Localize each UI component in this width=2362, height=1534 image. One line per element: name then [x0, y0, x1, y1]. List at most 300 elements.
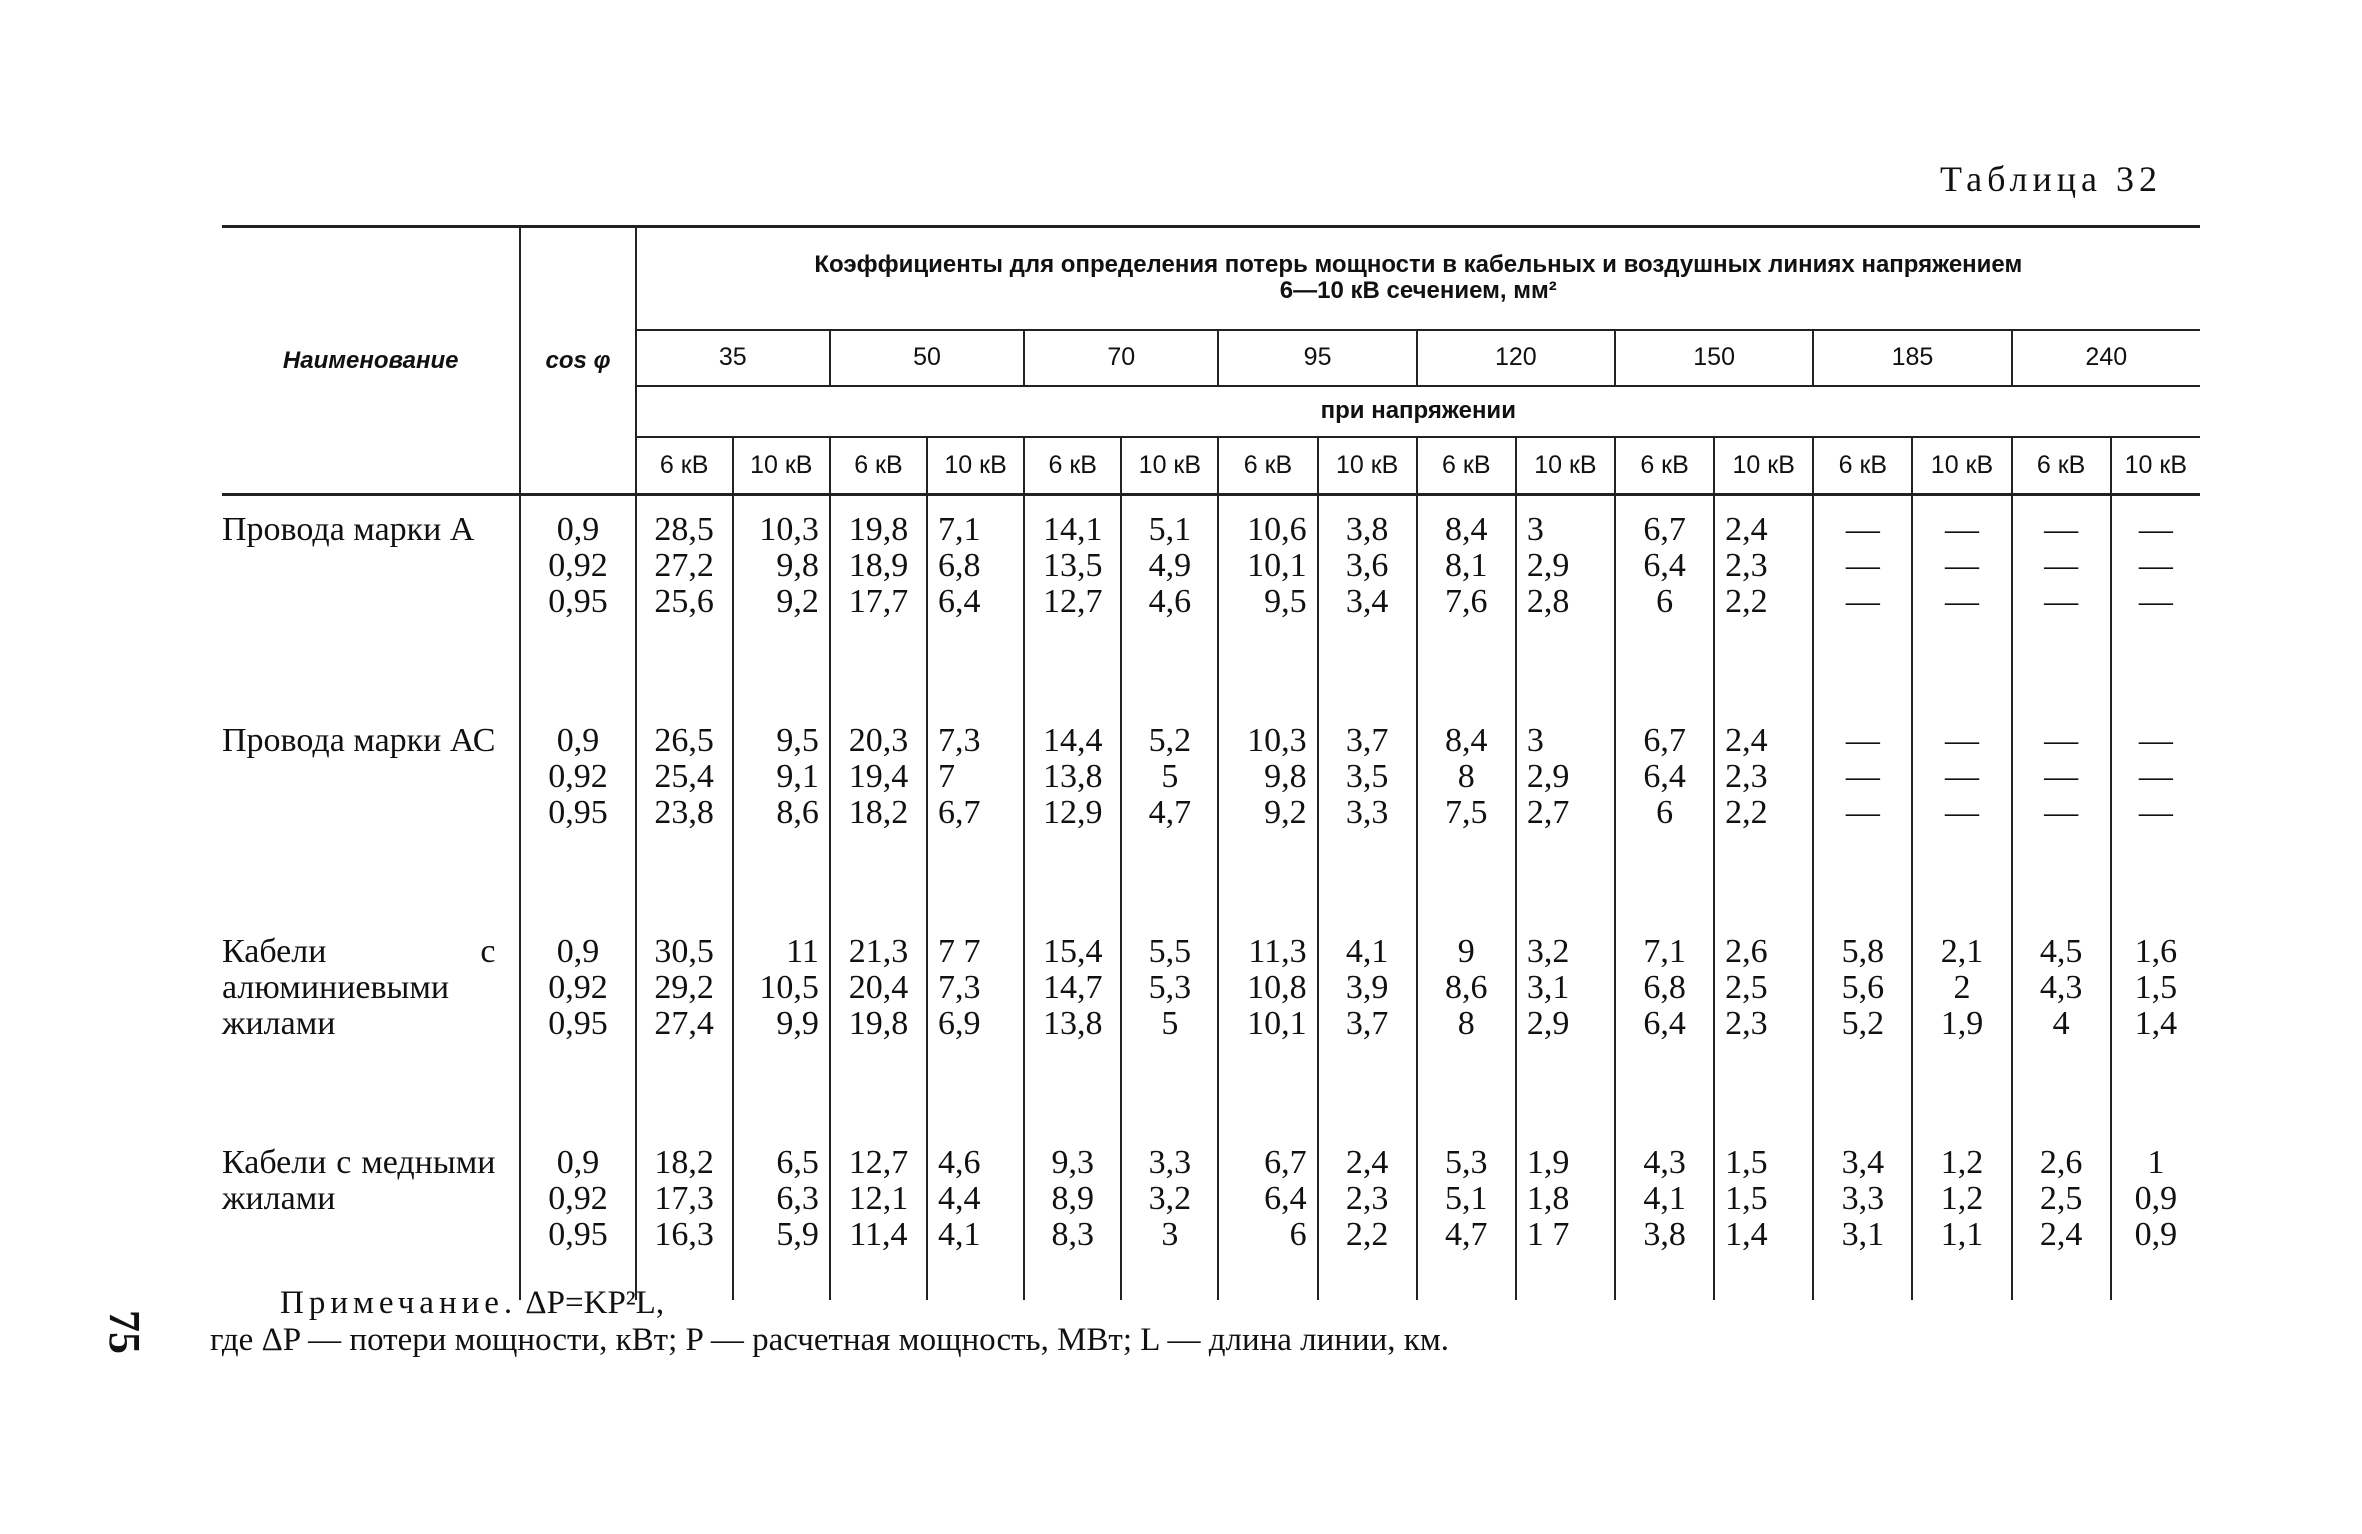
cell-value: 2,2	[1725, 583, 1768, 620]
cell-value: 11,3	[1248, 933, 1307, 970]
cell-value: 3,2	[1526, 933, 1570, 970]
table-row	[222, 918, 2200, 1129]
cell-value: 7,3	[938, 722, 981, 759]
cell-value: 17,7	[848, 583, 909, 620]
cell-value: 1,6	[2134, 933, 2178, 970]
cell-value: 3,7	[1345, 1005, 1389, 1042]
cell-value: 19,4	[848, 758, 909, 795]
cell-value: 9,2	[776, 583, 819, 620]
cell-value: 6,8	[938, 547, 981, 584]
cell-value: 14,4	[1042, 722, 1103, 759]
cell-value: 1,1	[1940, 1216, 1984, 1253]
cell-value: 10,3	[759, 511, 819, 548]
value-cell	[1121, 918, 1218, 1129]
value-cell	[1024, 495, 1121, 708]
value-cell	[927, 495, 1024, 708]
cell-value: 10,8	[1247, 969, 1307, 1006]
row-cos	[520, 707, 635, 918]
cell-value: 2,3	[1725, 758, 1768, 795]
value-cell	[830, 495, 927, 708]
cell-value: 10,1	[1247, 547, 1307, 584]
cell-value: 2,9	[1526, 1005, 1570, 1042]
cell-value: 12,1	[848, 1180, 909, 1217]
cell-value: 6,7	[1264, 1144, 1307, 1181]
cos-value: 0,95	[548, 1005, 608, 1042]
value-cell	[2111, 495, 2200, 708]
header-group-line1: Коэффициенты для определения потерь мощности в кабельных и воздушных линиях напряжением	[814, 251, 2023, 279]
header-voltage: 6 кВ	[1813, 437, 1912, 495]
coefficients-table	[222, 225, 2200, 1300]
value-cell	[1714, 918, 1813, 1129]
header-voltage: 10 кВ	[1516, 437, 1615, 495]
value-cell	[1714, 707, 1813, 918]
cell-value: 6	[1289, 1216, 1307, 1253]
cell-value: 0,9	[2134, 1216, 2178, 1253]
cell-value: 28,5	[654, 511, 714, 548]
cell-value: 26,5	[654, 722, 714, 759]
value-cell	[1615, 1129, 1714, 1300]
cell-value: 6,9	[938, 1005, 981, 1042]
cell-value: 6,7	[938, 794, 981, 831]
value-cell	[2012, 1129, 2111, 1300]
cell-value: 13,5	[1042, 547, 1103, 584]
header-voltage: 6 кВ	[636, 437, 733, 495]
cell-value: 9,5	[776, 722, 819, 759]
cell-value: 4,9	[1148, 547, 1192, 584]
header-section: 240	[2012, 330, 2200, 386]
cell-value: 3,6	[1345, 547, 1389, 584]
cell-value: 2,7	[1526, 794, 1570, 831]
cell-value: 6,5	[776, 1144, 819, 1181]
cell-value: 2,4	[2039, 1216, 2083, 1253]
cell-value: —	[1845, 794, 1880, 831]
cell-value: 10,5	[759, 969, 819, 1006]
cell-value: —	[1845, 547, 1880, 584]
value-cell	[1615, 707, 1714, 918]
value-cell	[1615, 495, 1714, 708]
cell-value: 3,2	[1148, 1180, 1192, 1217]
cell-value: 7,5	[1445, 794, 1488, 831]
cell-value: 5,2	[1148, 722, 1192, 759]
cell-value: 7,6	[1445, 583, 1488, 620]
cell-value: 2,8	[1526, 583, 1570, 620]
header-section: 95	[1218, 330, 1416, 386]
cell-value: 7,1	[938, 511, 981, 548]
cell-value: —	[1944, 794, 1979, 831]
cell-value: 14,1	[1042, 511, 1103, 548]
cell-value: 3	[1526, 511, 1544, 548]
header-section: 150	[1615, 330, 1813, 386]
cell-value: 14,7	[1042, 969, 1103, 1006]
cell-value: 3	[1526, 722, 1544, 759]
value-cell	[1516, 495, 1615, 708]
cell-value: 18,2	[848, 794, 909, 831]
cell-value: 2,3	[1345, 1180, 1389, 1217]
cos-value: 0,92	[548, 758, 608, 795]
cell-value: 7,1	[1643, 933, 1686, 970]
cell-value: 1,4	[2134, 1005, 2178, 1042]
cell-value: 1	[2147, 1144, 2165, 1181]
cell-value: 9,1	[776, 758, 819, 795]
cell-value: 6,4	[1643, 1005, 1686, 1042]
value-cell	[1516, 918, 1615, 1129]
cell-value: 1,4	[1725, 1216, 1768, 1253]
header-voltage-title: при напряжении	[636, 386, 2200, 437]
value-cell	[733, 1129, 830, 1300]
cell-value: 20,3	[848, 722, 909, 759]
value-cell	[1912, 1129, 2011, 1300]
cell-value: —	[2044, 722, 2079, 759]
cell-value: 2,5	[1725, 969, 1768, 1006]
cell-value: 5,6	[1841, 969, 1885, 1006]
cell-value: 1,5	[1725, 1180, 1768, 1217]
value-cell	[1813, 707, 1912, 918]
cell-value: —	[1845, 722, 1880, 759]
value-cell	[1121, 707, 1218, 918]
value-cell	[1615, 918, 1714, 1129]
cell-value: 4,4	[938, 1180, 981, 1217]
cell-value: 3,3	[1148, 1144, 1192, 1181]
cell-value: 9,8	[1264, 758, 1307, 795]
cell-value: 1,9	[1940, 1005, 1984, 1042]
cell-value: 4,6	[938, 1144, 981, 1181]
header-cos: cos φ	[520, 227, 635, 495]
cell-value: 9,8	[776, 547, 819, 584]
cell-value: 7,3	[938, 969, 981, 1006]
cell-value: 4,3	[2039, 969, 2083, 1006]
row-cos	[520, 918, 635, 1129]
cell-value: 3,1	[1526, 969, 1570, 1006]
cell-value: 27,2	[654, 547, 714, 584]
cell-value: 5	[1161, 758, 1179, 795]
cell-value: 8,9	[1051, 1180, 1094, 1217]
cell-value: 2,5	[2039, 1180, 2083, 1217]
cell-value: 12,7	[1042, 583, 1103, 620]
cell-value: —	[1944, 511, 1979, 548]
header-group-line2: 6—10 кВ сечением, мм²	[1279, 277, 1557, 305]
cell-value: 3,1	[1841, 1216, 1885, 1253]
header-voltage: 10 кВ	[733, 437, 830, 495]
value-cell	[1318, 707, 1417, 918]
value-cell	[1714, 495, 1813, 708]
cos-value: 0,9	[556, 722, 600, 759]
value-cell	[2012, 707, 2111, 918]
cell-value: 27,4	[654, 1005, 714, 1042]
note-line1	[280, 1285, 664, 1322]
header-section: 35	[636, 330, 830, 386]
cell-value: 6,7	[1643, 722, 1686, 759]
cos-value: 0,9	[556, 933, 600, 970]
cell-value: 6,4	[938, 583, 981, 620]
value-cell	[1912, 495, 2011, 708]
cell-value: 2,9	[1526, 547, 1570, 584]
cell-value: 3,8	[1345, 511, 1389, 548]
cell-value: —	[1944, 722, 1979, 759]
cell-value: 2,6	[1725, 933, 1768, 970]
table-body	[222, 495, 2200, 1301]
cell-value: 25,6	[654, 583, 714, 620]
cell-value: 13,8	[1042, 758, 1103, 795]
cell-value: 19,8	[848, 1005, 909, 1042]
value-cell	[636, 1129, 733, 1300]
row-cos	[520, 495, 635, 708]
header-voltage: 10 кВ	[2111, 437, 2200, 495]
value-cell	[1318, 495, 1417, 708]
cell-value: 1,5	[2134, 969, 2178, 1006]
cell-value: 6,3	[776, 1180, 819, 1217]
cell-value: 9,5	[1264, 583, 1307, 620]
note-formula: ΔP=KP²L,	[525, 1285, 665, 1321]
row-name: Провода марки АС	[222, 722, 496, 759]
cell-value: —	[1944, 758, 1979, 795]
cell-value: —	[2044, 547, 2079, 584]
cell-value: 8,6	[776, 794, 819, 831]
cell-value: —	[2138, 758, 2173, 795]
cell-value: 6,8	[1643, 969, 1686, 1006]
value-cell	[1417, 918, 1516, 1129]
header-section: 70	[1024, 330, 1218, 386]
value-cell	[927, 707, 1024, 918]
cell-value: 8,4	[1445, 722, 1488, 759]
cell-value: 4,1	[938, 1216, 981, 1253]
value-cell	[927, 1129, 1024, 1300]
table-row	[222, 1129, 2200, 1300]
value-cell	[1218, 1129, 1317, 1300]
row-name: Кабели с медными жилами	[222, 1144, 496, 1217]
cell-value: 30,5	[654, 933, 714, 970]
header-voltage: 6 кВ	[1417, 437, 1516, 495]
value-cell	[1417, 707, 1516, 918]
cell-value: 1,9	[1526, 1144, 1570, 1181]
cell-value: —	[2044, 758, 2079, 795]
cell-value: 29,2	[654, 969, 714, 1006]
cell-value: 12,7	[848, 1144, 909, 1181]
cell-value: 2,4	[1725, 511, 1768, 548]
table-title: Таблица 32	[1940, 159, 2162, 199]
value-cell	[636, 918, 733, 1129]
value-cell	[1714, 1129, 1813, 1300]
cell-value: 3,3	[1841, 1180, 1885, 1217]
cell-value: 2,9	[1526, 758, 1570, 795]
cell-value: 3,4	[1345, 583, 1389, 620]
row-name: Провода марки А	[222, 511, 475, 548]
cos-value: 0,92	[548, 547, 608, 584]
cell-value: 7 7	[938, 933, 981, 970]
cell-value: —	[1845, 758, 1880, 795]
cell-value: 7	[938, 758, 956, 795]
cell-value: 3,3	[1345, 794, 1389, 831]
value-cell	[2111, 918, 2200, 1129]
value-cell	[1121, 1129, 1218, 1300]
cell-value: 5,2	[1841, 1005, 1885, 1042]
cell-value: 11	[786, 933, 819, 970]
cell-value: 5	[1161, 1005, 1179, 1042]
value-cell	[1417, 1129, 1516, 1300]
cell-value: 1 7	[1526, 1216, 1570, 1253]
cell-value: 5,3	[1148, 969, 1192, 1006]
header-section: 120	[1417, 330, 1615, 386]
cell-value: 8,6	[1445, 969, 1488, 1006]
cos-value: 0,95	[548, 794, 608, 831]
header-voltage: 10 кВ	[1714, 437, 1813, 495]
note-label: Примечание.	[280, 1285, 518, 1321]
cell-value: 2,4	[1725, 722, 1768, 759]
cell-value: 5,1	[1445, 1180, 1488, 1217]
header-voltage: 10 кВ	[927, 437, 1024, 495]
value-cell	[2012, 918, 2111, 1129]
value-cell	[1912, 918, 2011, 1129]
cos-value: 0,95	[548, 583, 608, 620]
value-cell	[733, 707, 830, 918]
header-voltage: 6 кВ	[2012, 437, 2111, 495]
note-line2: где ΔP — потери мощности, кВт; P — расчетная мощность, МВт; L — длина линии, км.	[210, 1322, 1449, 1358]
cell-value: 2	[1953, 969, 1971, 1006]
value-cell	[1218, 918, 1317, 1129]
cell-value: 2,6	[2039, 1144, 2083, 1181]
cos-value: 0,9	[556, 1144, 600, 1181]
value-cell	[733, 918, 830, 1129]
cell-value: 1,2	[1940, 1180, 1984, 1217]
cell-value: 9,3	[1051, 1144, 1094, 1181]
header-voltage: 10 кВ	[1912, 437, 2011, 495]
cell-value: —	[1845, 511, 1880, 548]
cos-value: 0,9	[556, 511, 600, 548]
header-section: 50	[830, 330, 1024, 386]
value-cell	[830, 918, 927, 1129]
header-section: 185	[1813, 330, 2011, 386]
cell-value: 2,2	[1345, 1216, 1389, 1253]
cell-value: 9,9	[776, 1005, 819, 1042]
cell-value: 8	[1457, 758, 1475, 795]
value-cell	[830, 1129, 927, 1300]
row-cos	[520, 1129, 635, 1300]
cell-value: 6,4	[1643, 758, 1686, 795]
value-cell	[2111, 707, 2200, 918]
cell-value: 4,7	[1148, 794, 1192, 831]
cell-value: —	[2138, 583, 2173, 620]
cell-value: 8,3	[1051, 1216, 1094, 1253]
cell-value: 6,7	[1643, 511, 1686, 548]
cell-value: 13,8	[1042, 1005, 1103, 1042]
cell-value: 1,8	[1526, 1180, 1570, 1217]
cell-value: —	[2044, 583, 2079, 620]
value-cell	[1024, 918, 1121, 1129]
cell-value: 5,8	[1841, 933, 1885, 970]
cell-value: 4,1	[1643, 1180, 1686, 1217]
cell-value: 2,1	[1940, 933, 1984, 970]
cell-value: —	[1944, 583, 1979, 620]
cell-value: 8,4	[1445, 511, 1488, 548]
cell-value: 2,3	[1725, 1005, 1768, 1042]
value-cell	[1318, 1129, 1417, 1300]
cell-value: 3,8	[1643, 1216, 1686, 1253]
cell-value: 23,8	[654, 794, 714, 831]
cell-value: 4,6	[1148, 583, 1192, 620]
cell-value: 4	[2052, 1005, 2070, 1042]
cell-value: 6	[1656, 583, 1674, 620]
cell-value: 8	[1457, 1005, 1475, 1042]
cell-value: 9	[1457, 933, 1475, 970]
cell-value: 2,2	[1725, 794, 1768, 831]
cell-value: 20,4	[848, 969, 909, 1006]
cell-value: 4,3	[1643, 1144, 1686, 1181]
cell-value: —	[2044, 794, 2079, 831]
cell-value: 16,3	[654, 1216, 714, 1253]
cell-value: —	[2138, 722, 2173, 759]
cell-value: 5,1	[1148, 511, 1192, 548]
cell-value: 3,4	[1841, 1144, 1885, 1181]
cos-value: 0,92	[548, 969, 608, 1006]
cell-value: —	[1944, 547, 1979, 584]
cell-value: 3	[1161, 1216, 1179, 1253]
cell-value: 11,4	[849, 1216, 908, 1253]
value-cell	[927, 918, 1024, 1129]
cell-value: 10,6	[1247, 511, 1307, 548]
cell-value: 3,7	[1345, 722, 1389, 759]
value-cell	[1024, 707, 1121, 918]
cell-value: 3,9	[1345, 969, 1389, 1006]
cos-value: 0,95	[548, 1216, 608, 1253]
value-cell	[1516, 1129, 1615, 1300]
header-name: Наименование	[222, 227, 520, 495]
header-voltage: 6 кВ	[1024, 437, 1121, 495]
cell-value: —	[2044, 511, 2079, 548]
value-cell	[1813, 1129, 1912, 1300]
value-cell	[1218, 707, 1317, 918]
cell-value: 8,1	[1445, 547, 1488, 584]
header-voltage: 10 кВ	[1121, 437, 1218, 495]
cell-value: 18,2	[654, 1144, 714, 1181]
cell-value: —	[2138, 547, 2173, 584]
cell-value: —	[1845, 583, 1880, 620]
value-cell	[830, 707, 927, 918]
cell-value: 12,9	[1042, 794, 1103, 831]
value-cell	[1516, 707, 1615, 918]
header-group	[636, 227, 2200, 330]
cell-value: 4,7	[1445, 1216, 1488, 1253]
cell-value: 6	[1656, 794, 1674, 831]
cell-value: 5,9	[776, 1216, 819, 1253]
cell-value: 21,3	[848, 933, 909, 970]
cell-value: 19,8	[848, 511, 909, 548]
cell-value: 5,5	[1148, 933, 1192, 970]
cell-value: 10,3	[1247, 722, 1307, 759]
cell-value: 1,2	[1940, 1144, 1984, 1181]
cell-value: 18,9	[848, 547, 909, 584]
value-cell	[1024, 1129, 1121, 1300]
cell-value: —	[2138, 794, 2173, 831]
value-cell	[1121, 495, 1218, 708]
table-row	[222, 495, 2200, 708]
cell-value: 6,4	[1643, 547, 1686, 584]
header-voltage: 10 кВ	[1318, 437, 1417, 495]
header-voltage: 6 кВ	[1615, 437, 1714, 495]
table-row	[222, 707, 2200, 918]
cell-value: 5,3	[1445, 1144, 1488, 1181]
value-cell	[1417, 495, 1516, 708]
header-voltage: 6 кВ	[1218, 437, 1317, 495]
cell-value: 1,5	[1725, 1144, 1768, 1181]
page-number: 75	[100, 1310, 149, 1354]
cell-value: 2,3	[1725, 547, 1768, 584]
value-cell	[636, 495, 733, 708]
cell-value: 15,4	[1042, 933, 1103, 970]
cell-value: 25,4	[654, 758, 714, 795]
cell-value: 0,9	[2134, 1180, 2178, 1217]
value-cell	[2111, 1129, 2200, 1300]
cell-value: —	[2138, 511, 2173, 548]
value-cell	[1912, 707, 2011, 918]
